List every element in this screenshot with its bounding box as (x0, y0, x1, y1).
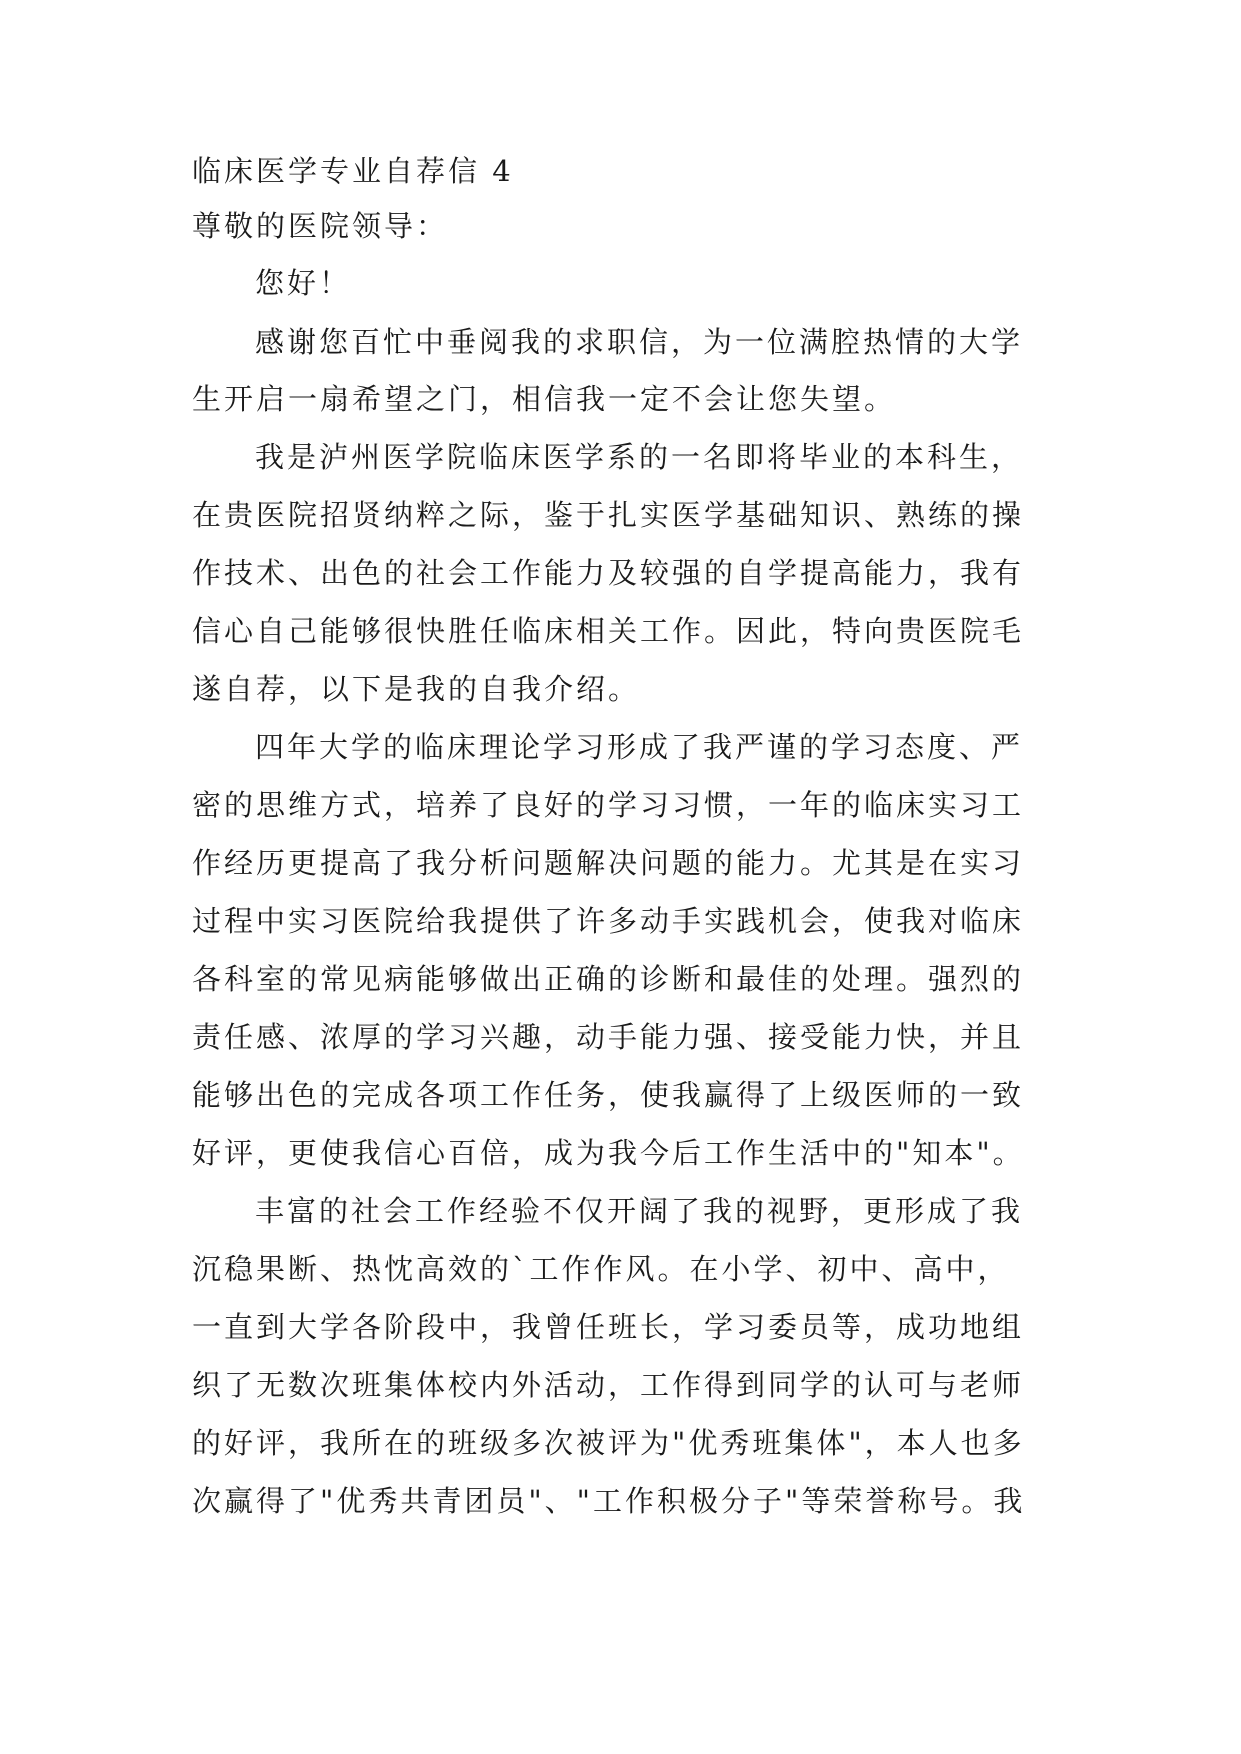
text-line: 织了无数次班集体校内外活动，工作得到同学的认可与老师 (192, 1368, 1025, 1402)
text-line: 的好评，我所在的班级多次被评为"优秀班集体"，本人也多 (192, 1426, 1025, 1460)
salutation: 尊敬的医院领导： (192, 209, 449, 243)
text-line: 感谢您百忙中垂阅我的求职信，为一位满腔热情的大学 (255, 325, 1024, 359)
text-line: 您好！ (255, 266, 352, 300)
text-line: 作技术、出色的社会工作能力及较强的自学提高能力，我有 (192, 556, 1025, 590)
text-line: 一直到大学各阶段中，我曾任班长，学习委员等，成功地组 (192, 1310, 1025, 1344)
text-line: 我是泸州医学院临床医学系的一名即将毕业的本科生， (255, 440, 1024, 474)
document-title: 临床医学专业自荐信 4 (192, 154, 514, 188)
text-line: 沉稳果断、热忱高效的`工作作风。在小学、初中、高中， (192, 1252, 1010, 1286)
text-line: 丰富的社会工作经验不仅开阔了我的视野，更形成了我 (255, 1194, 1024, 1228)
text-line: 好评，更使我信心百倍，成为我今后工作生活中的"知本"。 (192, 1136, 1025, 1170)
text-line: 遂自荐，以下是我的自我介绍。 (192, 672, 641, 706)
text-line: 在贵医院招贤纳粹之际，鉴于扎实医学基础知识、熟练的操 (192, 498, 1025, 532)
text-line: 生开启一扇希望之门，相信我一定不会让您失望。 (192, 382, 897, 416)
text-line: 次赢得了"优秀共青团员"、"工作积极分子"等荣誉称号。我 (192, 1484, 1026, 1518)
text-line: 能够出色的完成各项工作任务，使我赢得了上级医师的一致 (192, 1078, 1025, 1112)
text-line: 各科室的常见病能够做出正确的诊断和最佳的处理。强烈的 (192, 962, 1025, 996)
text-line: 责任感、浓厚的学习兴趣，动手能力强、接受能力快，并且 (192, 1020, 1025, 1054)
text-line: 四年大学的临床理论学习形成了我严谨的学习态度、严 (255, 730, 1024, 764)
text-line: 信心自己能够很快胜任临床相关工作。因此，特向贵医院毛 (192, 614, 1025, 648)
text-line: 密的思维方式，培养了良好的学习习惯，一年的临床实习工 (192, 788, 1025, 822)
text-line: 过程中实习医院给我提供了许多动手实践机会，使我对临床 (192, 904, 1025, 938)
text-line: 作经历更提高了我分析问题解决问题的能力。尤其是在实习 (192, 846, 1025, 880)
